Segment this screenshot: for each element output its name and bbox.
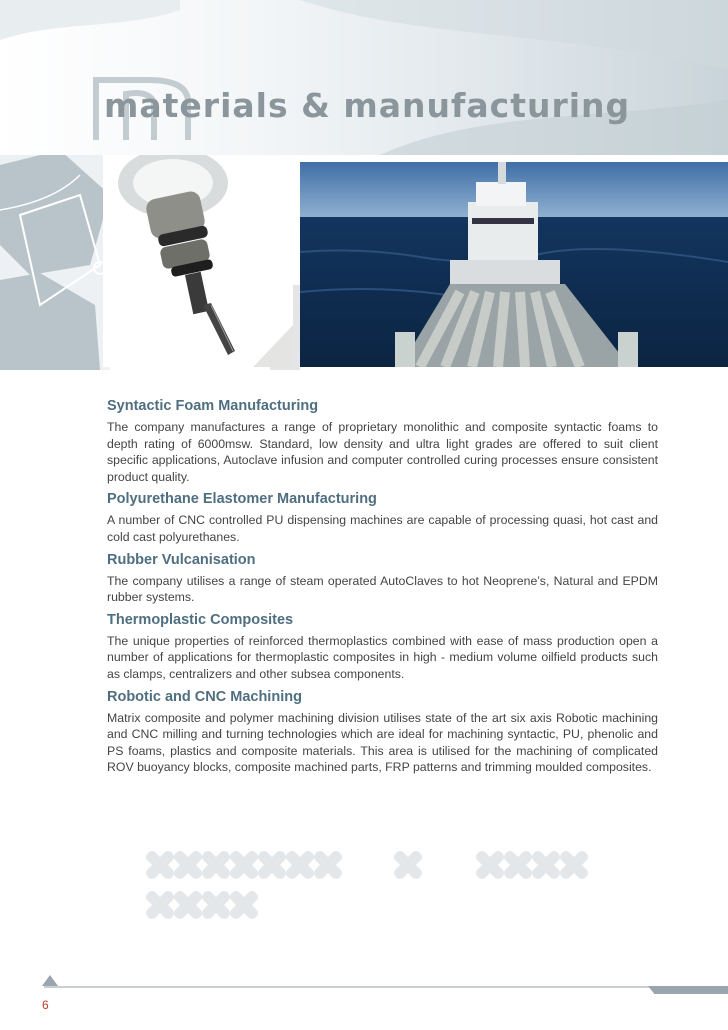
section-title: Thermoplastic Composites	[107, 611, 294, 628]
section-title: Polyurethane Elastomer Manufacturing	[107, 491, 377, 508]
section-body: Matrix composite and polymer machining division utilises state of the art six axis Robotic machining and CNC milling and turning technologies which are ideal for machining syntactic, PU, phenolic and PS foams, plastics and composite materials. This area is utilised for the machining of complicated ROV buoyancy blocks, composite machined parts, FRP patterns and trimming moulded composites.	[107, 710, 658, 775]
cross-tile-decoration	[140, 843, 600, 928]
section-title: Robotic and CNC Machining	[107, 688, 302, 705]
page-number: 6	[42, 998, 49, 1012]
footer-divider	[44, 986, 728, 988]
footer-accent-bar	[648, 986, 728, 994]
section-title: Syntactic Foam Manufacturing	[107, 398, 319, 414]
section-body: The unique properties of reinforced thermoplastics combined with ease of mass production open a number of applications for thermoplastic composites in high - medium volume oilfield products such as clamps, centralizers and other subsea components.	[107, 633, 658, 681]
content-body	[107, 396, 658, 780]
supply-vessel-photo	[300, 162, 728, 367]
footer-marker	[42, 975, 58, 986]
page-title: materials & manufacturing	[104, 86, 631, 125]
section-title: Rubber Vulcanisation	[107, 551, 256, 568]
section-body: A number of CNC controlled PU dispensing machines are capable of processing quasi, hot cast and cold cast polyurethanes.	[107, 513, 658, 544]
section-body: The company manufactures a range of proprietary monolithic and composite syntactic foams to depth rating of 6000msw. Standard, low density and ultra light grades are offered to suit client specific applications, Autoclave infusion and computer controlled curing processes ensure consistent product quality.	[107, 420, 658, 484]
section-body: The company utilises a range of steam operated AutoClaves to hot Neoprene’s, Natural and EPDM rubber systems.	[107, 573, 658, 605]
cnc-tool-photo	[103, 155, 293, 367]
